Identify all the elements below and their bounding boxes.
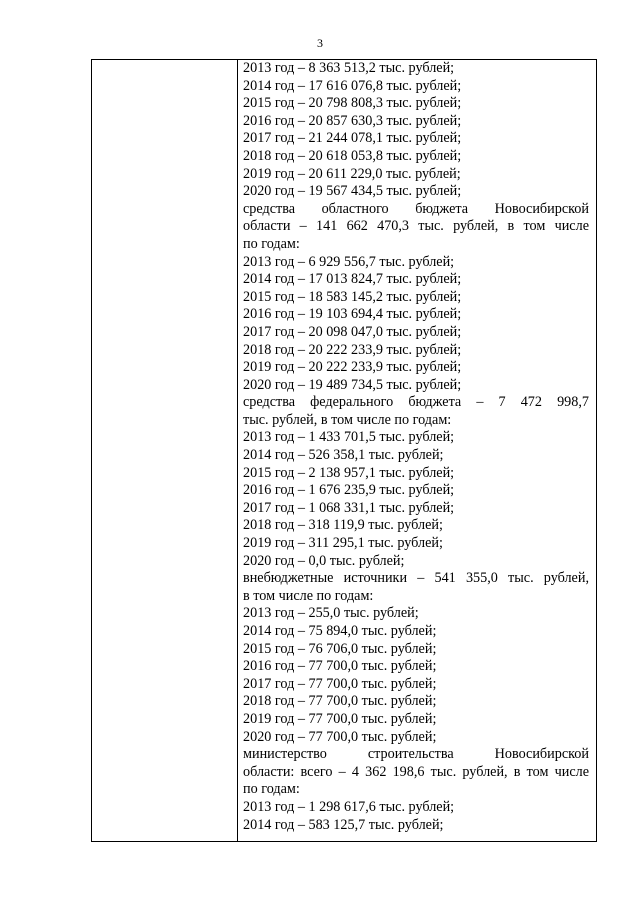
text-line: 2019 год – 20 611 229,0 тыс. рублей; [243,165,461,182]
text-line: 2013 год – 8 363 513,2 тыс. рублей; [243,60,455,76]
text-line: 2015 год – 18 583 145,2 тыс. рублей; [243,288,462,305]
text-line: 2013 год – 1 433 701,5 тыс. рублей; [243,429,455,446]
text-line: 2018 год – 318 119,9 тыс. рублей; [243,517,443,534]
page-number: 3 [317,36,323,50]
text-line: 2018 год – 77 700,0 тыс. рублей; [243,693,437,710]
text-line: 2014 год – 526 358,1 тыс. рублей; [243,447,444,464]
text-line: 2013 год – 6 929 556,7 тыс. рублей; [243,253,455,270]
text-line: 2019 год – 311 295,1 тыс. рублей; [243,535,443,552]
text-line: 2019 год – 77 700,0 тыс. рублей; [243,710,437,727]
text-line: в том числе по годам: [243,587,374,604]
text-line: 2020 год – 0,0 тыс. рублей; [243,552,405,569]
text-line: 2015 год – 76 706,0 тыс. рублей; [243,640,437,657]
text-line: 2013 год – 255,0 тыс. рублей; [243,605,419,622]
text-line: 2020 год – 77 700,0 тыс. рублей; [243,728,437,745]
table-right-cell [243,60,589,834]
text-line: 2015 год – 20 798 808,3 тыс. рублей; [243,95,462,112]
text-line: области – 141 662 470,3 тыс. рублей, в том числе [243,218,589,235]
text-line: 2020 год – 19 567 434,5 тыс. рублей; [243,183,462,200]
text-line: 2019 год – 20 222 233,9 тыс. рублей; [243,359,462,376]
text-line: 2018 год – 20 618 053,8 тыс. рублей; [243,147,462,164]
text-line: 2014 год – 17 616 076,8 тыс. рублей; [243,77,462,94]
text-line: 2014 год – 75 894,0 тыс. рублей; [243,623,437,639]
text-line: внебюджетные источники – 541 355,0 тыс. рублей, [243,570,589,587]
text-line: области: всего – 4 362 198,6 тыс. рублей, в том числе [243,763,589,780]
text-line: 2016 год – 77 700,0 тыс. рублей; [243,658,437,675]
text-line: 2017 год – 77 700,0 тыс. рублей; [243,675,437,692]
text-line: по годам: [243,781,300,798]
text-line: 2017 год – 21 244 078,1 тыс. рублей; [243,130,462,147]
financing-table [91,59,597,842]
column-divider [237,60,238,841]
text-line: 2015 год – 2 138 957,1 тыс. рублей; [243,464,455,481]
text-line: 2016 год – 1 676 235,9 тыс. рублей; [243,482,455,499]
text-line: 2014 год – 583 125,7 тыс. рублей; [243,816,444,833]
text-line: средства областного бюджета Новосибирской [243,200,589,217]
text-line: 2013 год – 1 298 617,6 тыс. рублей; [243,798,455,815]
text-line: 2018 год – 20 222 233,9 тыс. рублей; [243,341,462,358]
text-line: 2017 год – 1 068 331,1 тыс. рублей; [243,499,455,516]
text-line: по годам: [243,235,300,252]
text-line: министерство строительства Новосибирской [243,746,589,763]
text-line: 2016 год – 19 103 694,4 тыс. рублей; [243,306,462,323]
text-line: 2017 год – 20 098 047,0 тыс. рублей; [243,323,462,340]
text-line: тыс. рублей, в том числе по годам: [243,411,452,428]
text-line: 2014 год – 17 013 824,7 тыс. рублей; [243,271,462,288]
text-line: 2020 год – 19 489 734,5 тыс. рублей; [243,376,462,393]
text-line: средства федерального бюджета – 7 472 998,7 [243,394,589,411]
text-line: 2016 год – 20 857 630,3 тыс. рублей; [243,112,462,129]
